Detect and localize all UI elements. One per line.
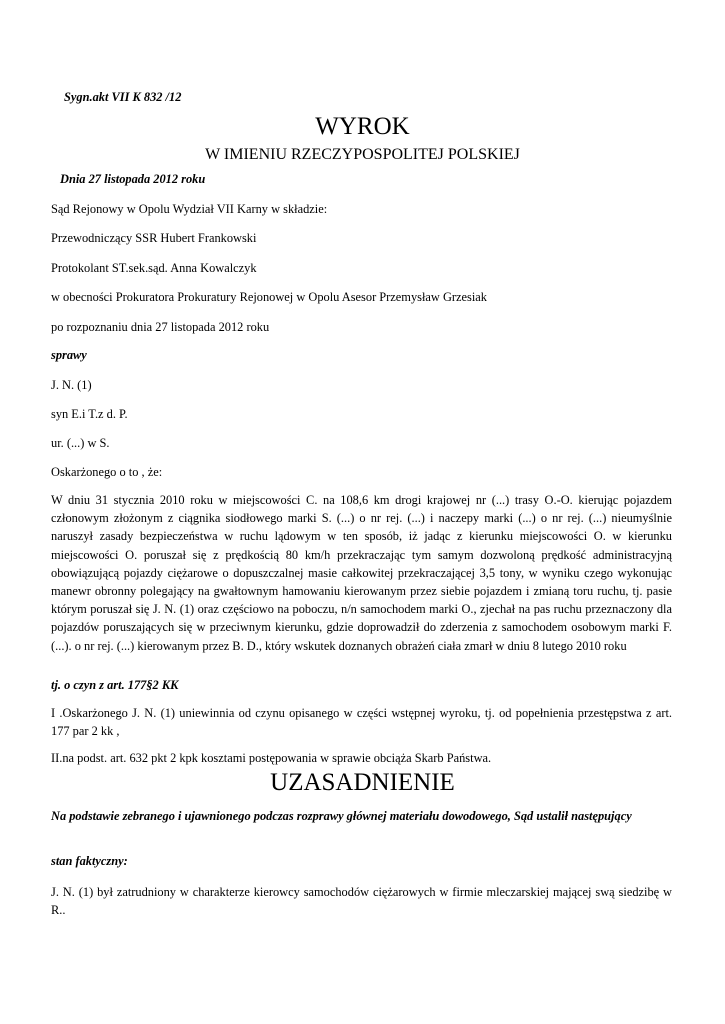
facts-text: J. N. (1) był zatrudniony w charakterze kierowcy samochodów ciężarowych w firmie mleczarskiej mającej swą siedzibę w R.. — [51, 885, 672, 918]
case-signature: Sygn.akt VII K 832 /12 — [64, 90, 182, 104]
accusation-intro: Oskarżonego o to , że: — [51, 465, 163, 479]
defendant-birth: ur. (...) w S. — [51, 436, 110, 450]
charge-description: W dniu 31 stycznia 2010 roku w miejscowości C. na 108,6 km drogi krajowej nr (...) trasy O.-O. kierując pojazdem członowym złożonym z ciągnika siodłowego marki S. (...) o nr rej. (...) i naczepy marki (...) o nr rej. (...) nieumyślnie naruszył zasady bezpieczeństwa w ruchu lądowym w ten sposób, iż jadąc z kierunku miejscowości O. w kierunku miejscowości O. poruszał się z prędkością 80 km/h przekraczając tym samym dozwoloną prędkość administracyjną obowiązującą pojazdy ciężarowe o dopuszczalnej masie całkowitej przekraczającej 3,5 tony, w wyniku czego wykonując manewr obronny polegający na gwałtownym hamowaniu kierowanym przez siebie pojazdem i zmianą toru ruchu, tj. pasie którym poruszał się J. N. (1) oraz częściowo na poboczu, n/n samochodem marki O., zjechał na pas ruchu przeznaczony dla pojazdów poruszających się w przeciwnym kierunku, gdzie doprowadził do zderzenia z samochodem osobowym marki F. (...). o nr rej. (...) kierowanym przez B. D., który wskutek doznanych obrażeń ciała zmarł w dniu 8 lutego 2010 roku — [51, 493, 672, 653]
presiding-judge: Przewodniczący SSR Hubert Frankowski — [51, 231, 257, 245]
court-recorder: Protokolant ST.sek.sąd. Anna Kowalczyk — [51, 261, 257, 275]
case-label: sprawy — [51, 348, 87, 362]
document-title: WYROK — [315, 113, 410, 140]
defendant-name: J. N. (1) — [51, 378, 92, 392]
facts-label: stan faktyczny: — [51, 854, 128, 868]
document-subtitle: W IMIENIU RZECZYPOSPOLITEJ POLSKIEJ — [205, 146, 520, 163]
hearing-date: po rozpoznaniu dnia 27 listopada 2012 roku — [51, 320, 270, 334]
justification-title: UZASADNIENIE — [270, 769, 455, 796]
verdict-point-1: I .Oskarżonego J. N. (1) uniewinnia od czynu opisanego w części wstępnej wyroku, tj. od popełnienia przestępstwa z art. 177 par 2 kk , — [51, 706, 672, 739]
prosecutor-presence: w obecności Prokuratora Prokuratury Rejonowej w Opolu Asesor Przemysław Grzesiak — [51, 290, 487, 304]
defendant-parents: syn E.i T.z d. P. — [51, 407, 128, 421]
court-composition: Sąd Rejonowy w Opolu Wydział VII Karny w składzie: — [51, 202, 328, 216]
charge-article: tj. o czyn z art. 177§2 KK — [51, 678, 179, 692]
justification-intro: Na podstawie zebranego i ujawnionego podczas rozprawy głównej materiału dowodowego, Sąd ustalił następujący — [51, 809, 632, 823]
judgment-date: Dnia 27 listopada 2012 roku — [60, 172, 206, 186]
verdict-point-2: II.na podst. art. 632 pkt 2 kpk kosztami postępowania w sprawie obciąża Skarb Państwa. — [51, 751, 492, 765]
